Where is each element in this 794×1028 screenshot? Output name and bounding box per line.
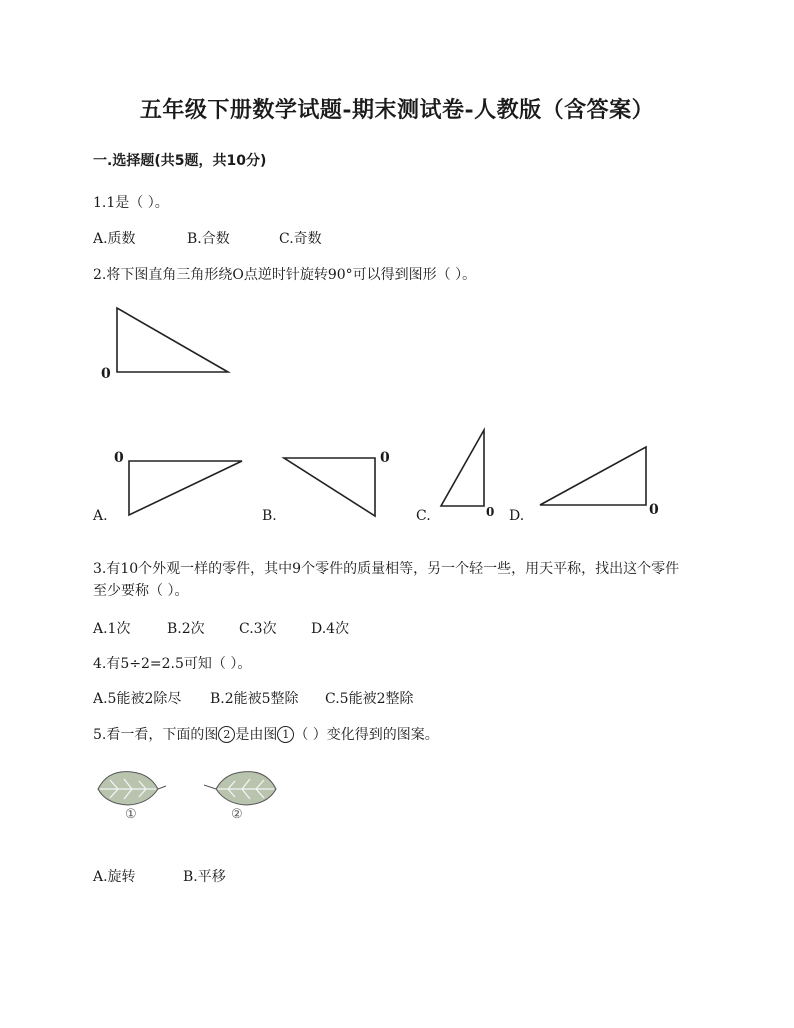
leaf-figure-1 — [98, 772, 166, 805]
section-heading: 一.选择题(共5题，共10分) — [93, 153, 267, 169]
option-a[interactable]: A.5能被2除尽 — [93, 691, 182, 707]
option-b[interactable]: B.2能被5整除 — [210, 691, 299, 707]
option-c[interactable]: C.奇数 — [279, 231, 322, 247]
option-c[interactable]: C. — [416, 508, 431, 524]
figure-2-marker: 2 — [218, 726, 235, 743]
option-a[interactable]: A.质数 — [93, 231, 136, 247]
question-4-stem: 4.有5÷2=2.5可知（ ）。 — [93, 656, 252, 672]
option-a[interactable]: A.旋转 — [93, 869, 136, 885]
figure-2-label: ② — [231, 807, 243, 822]
leaf-figure-2 — [204, 772, 276, 805]
option-a[interactable]: A. — [93, 508, 108, 524]
option-c[interactable]: C.3次 — [239, 621, 277, 637]
question-5-stem: 5.看一看，下面的图 2 是由图 1 （ ）变化得到的图案。 — [93, 727, 439, 743]
question-5-options — [93, 866, 226, 886]
question-3-stem: 3.有10个外观一样的零件，其中9个零件的质量相等，另一个轻一些，用天平称，找出这个零件至少要称（ ）。 — [93, 561, 680, 599]
figure-1-marker: 1 — [277, 726, 294, 743]
option-b-point-label: 0 — [380, 450, 390, 466]
option-b[interactable]: B. — [262, 508, 277, 524]
figure-1-label: ① — [125, 807, 137, 822]
option-d[interactable]: D.4次 — [311, 621, 350, 637]
question-1-stem: 1.1是（ ）。 — [93, 195, 169, 211]
option-c-point-label: 0 — [486, 505, 495, 519]
option-d[interactable]: D. — [509, 508, 525, 524]
rotation-point-label: 0 — [101, 366, 111, 382]
option-b[interactable]: B.合数 — [187, 231, 230, 247]
option-a[interactable]: A.1次 — [93, 621, 131, 637]
option-d-point-label: 0 — [649, 502, 659, 518]
option-c[interactable]: C.5能被2整除 — [325, 691, 414, 707]
option-b[interactable]: B.2次 — [167, 621, 205, 637]
page-title: 五年级下册数学试题-期末测试卷-人教版（含答案） — [139, 97, 655, 123]
option-b[interactable]: B.平移 — [183, 869, 226, 885]
option-a-point-label: 0 — [114, 450, 124, 466]
question-2-stem: 2.将下图直角三角形绕O点逆时针旋转90°可以得到图形（ ）。 — [93, 267, 477, 283]
